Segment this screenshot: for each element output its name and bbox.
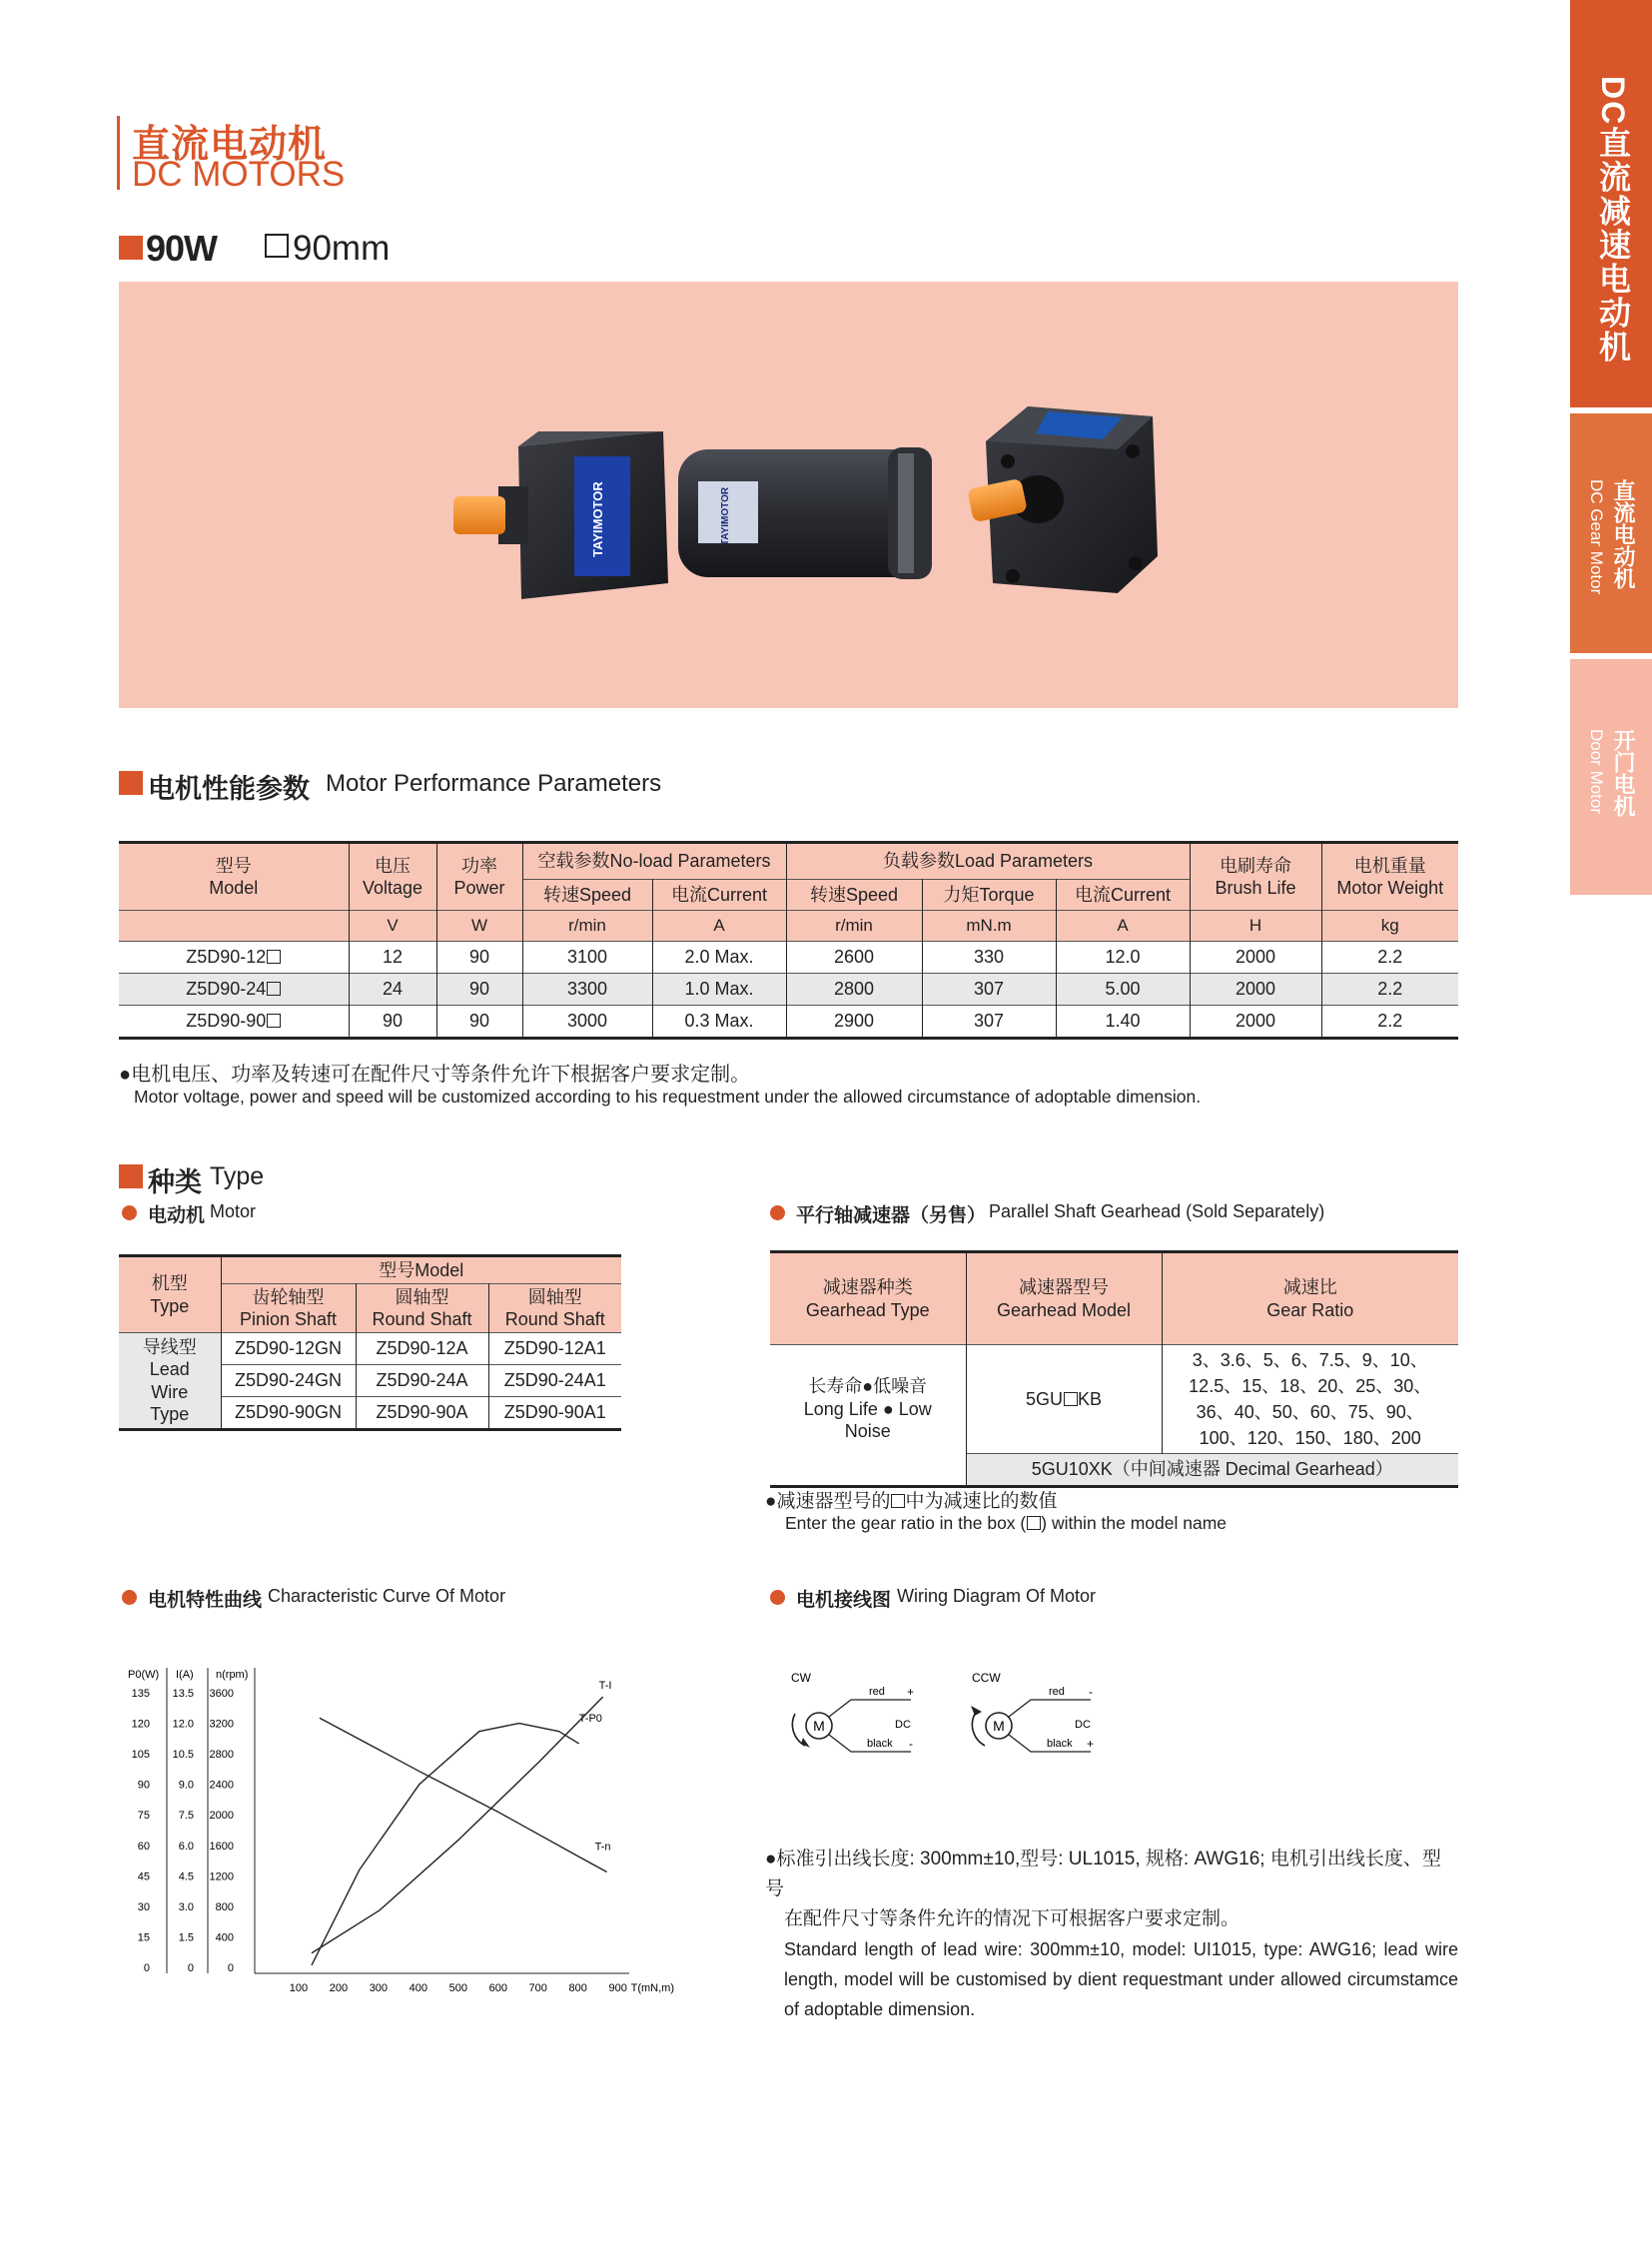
- tick-label: 12.0: [172, 1718, 194, 1731]
- header-type: 机型 Type: [119, 1256, 221, 1333]
- header-noload-speed: 转速Speed: [522, 880, 652, 911]
- wiring-note-cn-2: 在配件尺寸等条件允许的情况下可根据客户要求定制。: [784, 1908, 1240, 1929]
- wiring-note-en: Standard length of lead wire: 300mm±10, model: UI1015, type: AWG16; lead wire length, model will be customised by dient requestmant under allowed circumstamce of adoptable dimension.: [784, 1939, 1458, 2019]
- table-row: [770, 1345, 1458, 1454]
- table-row: Z5D90-24 24 90 3300 1.0 Max. 2800 307 5.00 2000 2.2: [119, 974, 1458, 1006]
- tick-label: 900: [608, 1982, 627, 1994]
- gear-motor-front-view: [967, 406, 1158, 593]
- gearhead-type-cell: 长寿命●低噪音 Long Life ● Low Noise: [770, 1345, 966, 1487]
- header-power: 功率 Power: [436, 843, 522, 911]
- performance-note-cn: ●电机电压、功率及转速可在配件尺寸等条件允许下根据客户要求定制。: [119, 1064, 751, 1086]
- tick-label: 105: [131, 1749, 150, 1762]
- bullet-icon: [122, 1590, 137, 1605]
- tick-label: 2000: [209, 1810, 234, 1823]
- characteristic-curve-chart: [110, 1638, 675, 2007]
- performance-table: [119, 841, 1458, 1040]
- gearhead-table: [770, 1250, 1458, 1488]
- unit-cell: V: [349, 911, 436, 942]
- motor-label-text: TAYIMOTOR: [720, 486, 731, 546]
- tick-label: 6.0: [178, 1840, 194, 1853]
- performance-heading-cn: 电机性能参数: [148, 774, 310, 804]
- table-row: Z5D90-24GN Z5D90-24A Z5D90-24A1: [119, 1365, 621, 1397]
- cw-label: CW: [791, 1671, 811, 1685]
- tick-label: 2800: [209, 1749, 234, 1762]
- svg-text:+: +: [907, 1685, 915, 1699]
- wiring-note: [765, 1845, 1458, 2024]
- side-tab-dc-motor[interactable]: [1570, 413, 1652, 653]
- tick-label: 0: [143, 1962, 150, 1974]
- tick-label: 135: [131, 1688, 150, 1700]
- model-cell: Z5D90-24: [119, 974, 349, 1006]
- tick-label: 7.5: [178, 1810, 194, 1823]
- ratio-box-icon: [891, 1494, 905, 1508]
- tick-label: 100: [289, 1982, 309, 1994]
- motor-subheading-cn: 电动机: [148, 1205, 206, 1226]
- tick-label: 400: [215, 1931, 234, 1944]
- side-tab-door-motor[interactable]: [1570, 659, 1652, 895]
- tick-label: 800: [568, 1982, 587, 1994]
- tick-label: 200: [329, 1982, 349, 1994]
- gearhead-subheading-cn: 平行轴减速器（另售）: [796, 1205, 987, 1226]
- header-noload: 空载参数No-load Parameters: [522, 843, 786, 880]
- product-photo-panel: [119, 282, 1458, 708]
- tick-label: 3200: [209, 1718, 234, 1731]
- svg-text:DC: DC: [1075, 1719, 1091, 1731]
- wiring-diagram: [779, 1658, 1139, 1768]
- table-row: 导线型 Lead Wire Type Z5D90-12GN Z5D90-12A Z5D90-12A1: [119, 1333, 621, 1365]
- tick-label: 120: [131, 1718, 150, 1731]
- motor-type-table: [119, 1254, 621, 1431]
- wiring-subheading-en: Wiring Diagram Of Motor: [897, 1586, 1097, 1606]
- header-voltage: 电压 Voltage: [349, 843, 436, 911]
- section-square-icon: [119, 1164, 143, 1188]
- header-load: 负载参数Load Parameters: [786, 843, 1190, 880]
- gearhead-model-cell: 5GU KB: [966, 1345, 1162, 1454]
- tick-label: 90: [137, 1779, 150, 1792]
- unit-cell: kg: [1321, 911, 1458, 942]
- tick-label: 3.0: [178, 1900, 194, 1913]
- tick-label: 500: [448, 1982, 467, 1994]
- axis-header-speed: n(rpm): [216, 1669, 249, 1681]
- motor-photos: [119, 282, 1458, 708]
- unit-cell: A: [652, 911, 786, 942]
- tick-label: 45: [137, 1870, 150, 1883]
- page-title-en: DC MOTORS: [132, 155, 346, 194]
- decimal-gearhead-cell: 5GU10XK（中间减速器 Decimal Gearhead）: [966, 1454, 1458, 1487]
- wiring-subheading-cn: 电机接线图: [796, 1590, 892, 1611]
- spec-square-icon: [119, 236, 143, 260]
- tick-label: 1200: [209, 1870, 234, 1883]
- header-model: 型号Model: [379, 1259, 464, 1280]
- header-gearhead-model: 减速器型号 Gearhead Model: [966, 1252, 1162, 1345]
- side-tab-title: DC直流减速电动机: [1595, 76, 1631, 365]
- ratio-box-icon: [267, 1014, 281, 1028]
- series-line-t-p0: [312, 1724, 579, 1965]
- ratio-box-icon: [267, 982, 281, 996]
- tick-label: 30: [137, 1900, 150, 1913]
- type-heading-cn: 种类: [148, 1167, 202, 1197]
- tick-label: 13.5: [172, 1688, 194, 1700]
- series-label: T-I: [598, 1680, 612, 1693]
- header-load-speed: 转速Speed: [786, 880, 922, 911]
- wiring-note-cn-1: ●标准引出线长度: 300mm±10,型号: UL1015, 规格: AWG16; 电机引出线长度、型号: [765, 1849, 1441, 1899]
- tick-label: 3600: [209, 1688, 234, 1700]
- side-tab-label-cn: 开门电机: [1611, 729, 1636, 817]
- header-gearhead-type: 减速器种类 Gearhead Type: [770, 1252, 966, 1345]
- units-row: [119, 911, 1458, 942]
- side-tab-label-en: DC Gear Motor: [1587, 479, 1606, 595]
- header-motor-weight: 电机重量 Motor Weight: [1336, 855, 1444, 898]
- tick-label: 75: [137, 1810, 150, 1823]
- table-row: Z5D90-12 12 90 3100 2.0 Max. 2600 330 12.0 2000 2.2: [119, 942, 1458, 974]
- spec-power: 90W: [146, 228, 218, 269]
- tick-label: 2400: [209, 1779, 234, 1792]
- svg-text:DC: DC: [895, 1719, 911, 1731]
- spec-frame-size: 90mm: [293, 229, 391, 268]
- gearhead-note-en: Enter the gear ratio in the box ( ) within the model name: [785, 1513, 1228, 1533]
- header-brush-life: 电刷寿命 Brush Life: [1190, 843, 1321, 911]
- section-square-icon: [119, 771, 143, 795]
- svg-text:black: black: [1047, 1738, 1073, 1750]
- lead-wire-type-cell: 导线型 Lead Wire Type: [119, 1333, 221, 1430]
- gearhead-subheading-en: Parallel Shaft Gearhead (Sold Separately): [989, 1201, 1325, 1221]
- performance-note-en: Motor voltage, power and speed will be customized according to his requestment under the allowed circumstance of adoptable dimension.: [134, 1087, 1202, 1107]
- ccw-label: CCW: [972, 1671, 1001, 1685]
- header-pinion-shaft: 齿轮轴型 Pinion Shaft: [221, 1284, 356, 1333]
- unit-cell: mN.m: [922, 911, 1056, 942]
- title-accent-bar: [117, 116, 120, 190]
- ccw-wiring: [971, 1671, 1094, 1752]
- header-model: 型号 Model: [119, 843, 349, 911]
- gear-motor-side-view: [453, 431, 932, 599]
- ratio-box-icon: [267, 950, 281, 964]
- motor-label-text: TAYIMOTOR: [590, 481, 605, 557]
- tick-label: 9.0: [178, 1779, 194, 1792]
- svg-text:red: red: [1049, 1686, 1065, 1698]
- tick-label: 1.5: [178, 1931, 194, 1944]
- cw-wiring: [791, 1671, 914, 1752]
- header-round-shaft: 圆轴型 Round Shaft: [356, 1284, 488, 1333]
- unit-cell: r/min: [786, 911, 922, 942]
- type-heading-en: Type: [210, 1162, 265, 1190]
- bullet-icon: [770, 1590, 785, 1605]
- motor-subheading-en: Motor: [210, 1201, 257, 1221]
- gearhead-note-cn: ●减速器型号的 中为减速比的数值: [765, 1491, 1058, 1512]
- unit-cell: r/min: [522, 911, 652, 942]
- header-gear-ratio: 减速比 Gear Ratio: [1266, 1277, 1354, 1320]
- tick-label: 60: [137, 1840, 150, 1853]
- side-tab-label-en: Door Motor: [1587, 729, 1606, 815]
- series-label: T-n: [594, 1841, 611, 1854]
- header-torque: 力矩Torque: [922, 880, 1056, 911]
- svg-text:red: red: [869, 1686, 885, 1698]
- tick-label: 15: [137, 1931, 150, 1944]
- tick-label: 600: [488, 1982, 507, 1994]
- frame-size-square-icon: [265, 234, 289, 258]
- bullet-icon: [122, 1205, 137, 1220]
- unit-cell: H: [1190, 911, 1321, 942]
- ratio-box-icon: [1027, 1516, 1041, 1530]
- svg-text:black: black: [867, 1738, 893, 1750]
- tick-label: 4.5: [178, 1870, 194, 1883]
- header-noload-current: 电流Current: [652, 880, 786, 911]
- tick-label: 0: [187, 1962, 194, 1974]
- svg-text:-: -: [909, 1737, 913, 1751]
- curve-subheading-cn: 电机特性曲线: [148, 1590, 263, 1611]
- table-row: Z5D90-90GN Z5D90-90A Z5D90-90A1: [119, 1397, 621, 1430]
- model-cell: Z5D90-12: [119, 942, 349, 974]
- unit-cell: A: [1056, 911, 1190, 942]
- tick-label: 0: [227, 1962, 234, 1974]
- side-tab-dc-gear-motor-series[interactable]: [1570, 0, 1652, 407]
- series-label: T-P0: [578, 1712, 602, 1725]
- axis-header-power: P0(W): [128, 1669, 160, 1681]
- svg-text:+: +: [1087, 1737, 1095, 1751]
- series-line-t-n: [320, 1718, 607, 1871]
- x-axis-label: T(mN,m): [630, 1982, 675, 1994]
- model-cell: Z5D90-90: [119, 1006, 349, 1039]
- header-round-shaft-a1: 圆轴型 Round Shaft: [488, 1284, 621, 1333]
- table-row: Z5D90-90 90 90 3000 0.3 Max. 2900 307 1.40 2000 2.2: [119, 1006, 1458, 1039]
- svg-text:-: -: [1089, 1685, 1093, 1699]
- performance-heading-en: Motor Performance Parameters: [326, 770, 662, 797]
- curve-subheading-en: Characteristic Curve Of Motor: [268, 1586, 506, 1606]
- gear-ratio-cell: 3、3.6、5、6、7.5、9、10、 12.5、15、18、20、25、30、 36、40、50、60、75、90、 100、120、150、180、200: [1162, 1345, 1458, 1454]
- side-tab-label-cn: 直流电动机: [1611, 479, 1636, 589]
- page-title-cn: 直流电动机: [132, 124, 328, 166]
- tick-label: 700: [528, 1982, 547, 1994]
- tick-label: 800: [215, 1900, 234, 1913]
- svg-text:M: M: [813, 1718, 825, 1734]
- unit-cell: W: [436, 911, 522, 942]
- tick-label: 400: [409, 1982, 428, 1994]
- header-load-current: 电流Current: [1056, 880, 1190, 911]
- axis-header-current: I(A): [176, 1669, 194, 1681]
- svg-text:M: M: [993, 1718, 1005, 1734]
- ratio-box-icon: [1064, 1392, 1078, 1406]
- bullet-icon: [770, 1205, 785, 1220]
- tick-label: 1600: [209, 1840, 234, 1853]
- tick-label: 300: [369, 1982, 389, 1994]
- series-line-t-i: [312, 1697, 603, 1953]
- tick-label: 10.5: [172, 1749, 194, 1762]
